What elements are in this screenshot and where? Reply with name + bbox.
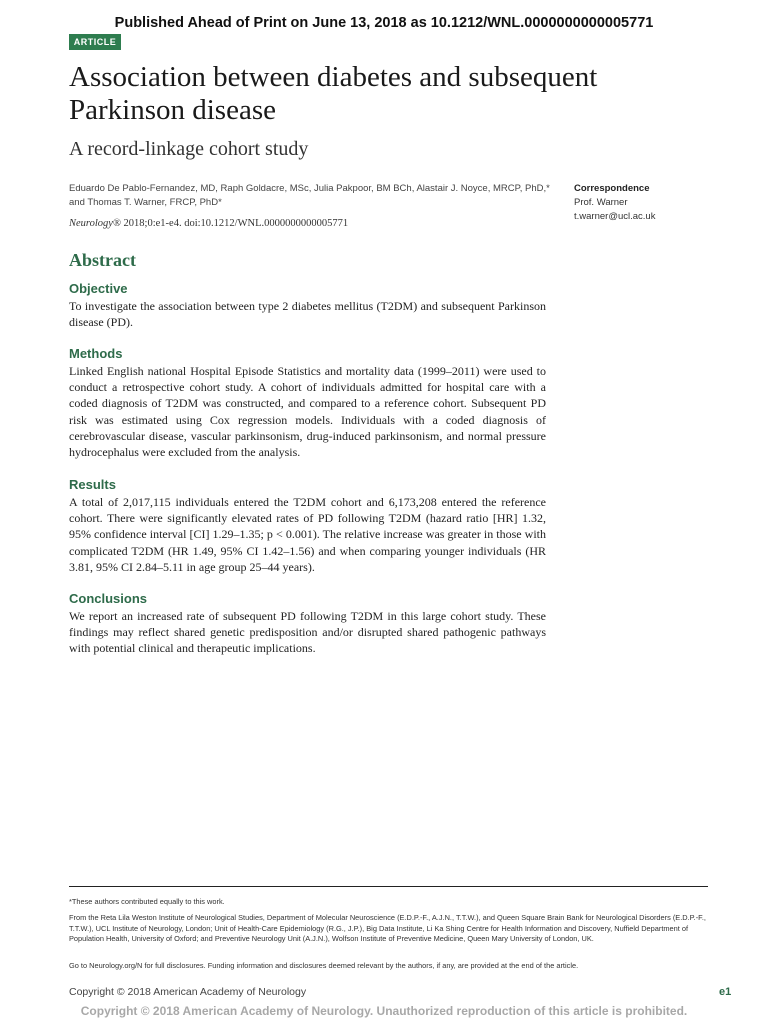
- copyright-watermark: Copyright © 2018 American Academy of Neurology. Unauthorized reproduction of this article is prohibited.: [80, 1004, 688, 1018]
- citation: [69, 218, 348, 229]
- objective-heading: Objective: [69, 281, 128, 296]
- abstract-heading: Abstract: [69, 250, 136, 270]
- objective-text: To investigate the association between type 2 diabetes mellitus (T2DM) and subsequent Parkinson disease (PD).: [69, 299, 546, 330]
- disclosures-footnote: Go to Neurology.org/N for full disclosures. Funding information and disclosures deemed relevant by the authors, if any, are provided at the end of the article.: [69, 961, 579, 970]
- results-text: A total of 2,017,115 individuals entered the T2DM cohort and 6,173,208 entered the reference cohort. There were significantly elevated rates of PD following T2DM (hazard ratio [HR] 1.32, 95% confidence interval [CI] 1.29–1.35; p < 0.001). The relative increase was greater in those with complicated T2DM (HR 1.49, 95% CI 1.42–1.56) and when comparing younger individuals (HR 3.81, 95% CI 2.84–5.11 in age group 25–44 years).: [69, 495, 546, 574]
- citation-details: ® 2018;0:e1-e4. doi:10.1212/WNL.0000000000005771: [112, 218, 349, 229]
- article-subtitle: A record-linkage cohort study: [69, 138, 309, 160]
- author-list: Eduardo De Pablo-Fernandez, MD, Raph Goldacre, MSc, Julia Pakpoor, BM BCh, Alastair J. Noyce, MRCP, PhD,* and Thomas T. Warner, FRCP, PhD*: [69, 183, 550, 208]
- citation-journal: Neurology: [69, 218, 113, 229]
- affiliations-footnote: From the Reta Lila Weston Institute of Neurological Studies, Department of Molecular Neuroscience (E.D.P.-F., A.J.N., T.T.W.), and Queen Square Brain Bank for Neurological Disorders (E.D.P.-F., T.T.W.), UCL Institute of Neurology, London; Unit of Health-Care Epidemiology (R.G., J.P.), Big Data Institute, Li Ka Shing Centre for Health Information and Discovery, Nuffield Department of Population Health, University of Oxford; and Preventive Neurology Unit (A.J.N.), Wolfson Institute of Preventive Medicine, Queen Mary University of London, UK.: [69, 913, 706, 943]
- methods-text: Linked English national Hospital Episode Statistics and mortality data (1999–2011) were used to conduct a retrospective cohort study. A cohort of individuals admitted for hospital care with a coded diagnosis of T2DM was constructed, and compared to a reference cohort. Subsequent PD risk was estimated using Cox regression models. Individuals with a coded diagnosis of cerebrovascular disease, vascular parkinsonism, drug-induced parkinsonism, and normal pressure hydrocephalus were excluded from the analysis.: [69, 364, 546, 460]
- page-number: e1: [719, 986, 732, 998]
- results-heading: Results: [69, 477, 116, 492]
- correspondence-name: Prof. Warner: [574, 197, 628, 208]
- copyright-notice: Copyright © 2018 American Academy of Neurology: [69, 986, 307, 998]
- methods-heading: Methods: [69, 346, 123, 361]
- correspondence-heading: Correspondence: [574, 183, 650, 194]
- correspondence-email[interactable]: t.warner@ucl.ac.uk: [574, 211, 656, 222]
- conclusions-text: We report an increased rate of subsequent PD following T2DM in this large cohort study. These findings may reflect shared genetic predisposition and/or disrupted shared pathogenic pathways with potential clinical and therapeutic implications.: [69, 609, 546, 656]
- footnote-divider: [69, 886, 708, 887]
- article-type-tag: ARTICLE: [69, 34, 121, 50]
- equal-contribution-footnote: *These authors contributed equally to this work.: [69, 897, 225, 906]
- conclusions-heading: Conclusions: [69, 591, 148, 606]
- correspondence-block: [574, 182, 724, 224]
- article-title: Association between diabetes and subsequent Parkinson disease: [69, 61, 598, 126]
- publication-banner: Published Ahead of Print on June 13, 2018 as 10.1212/WNL.0000000000005771: [114, 15, 654, 31]
